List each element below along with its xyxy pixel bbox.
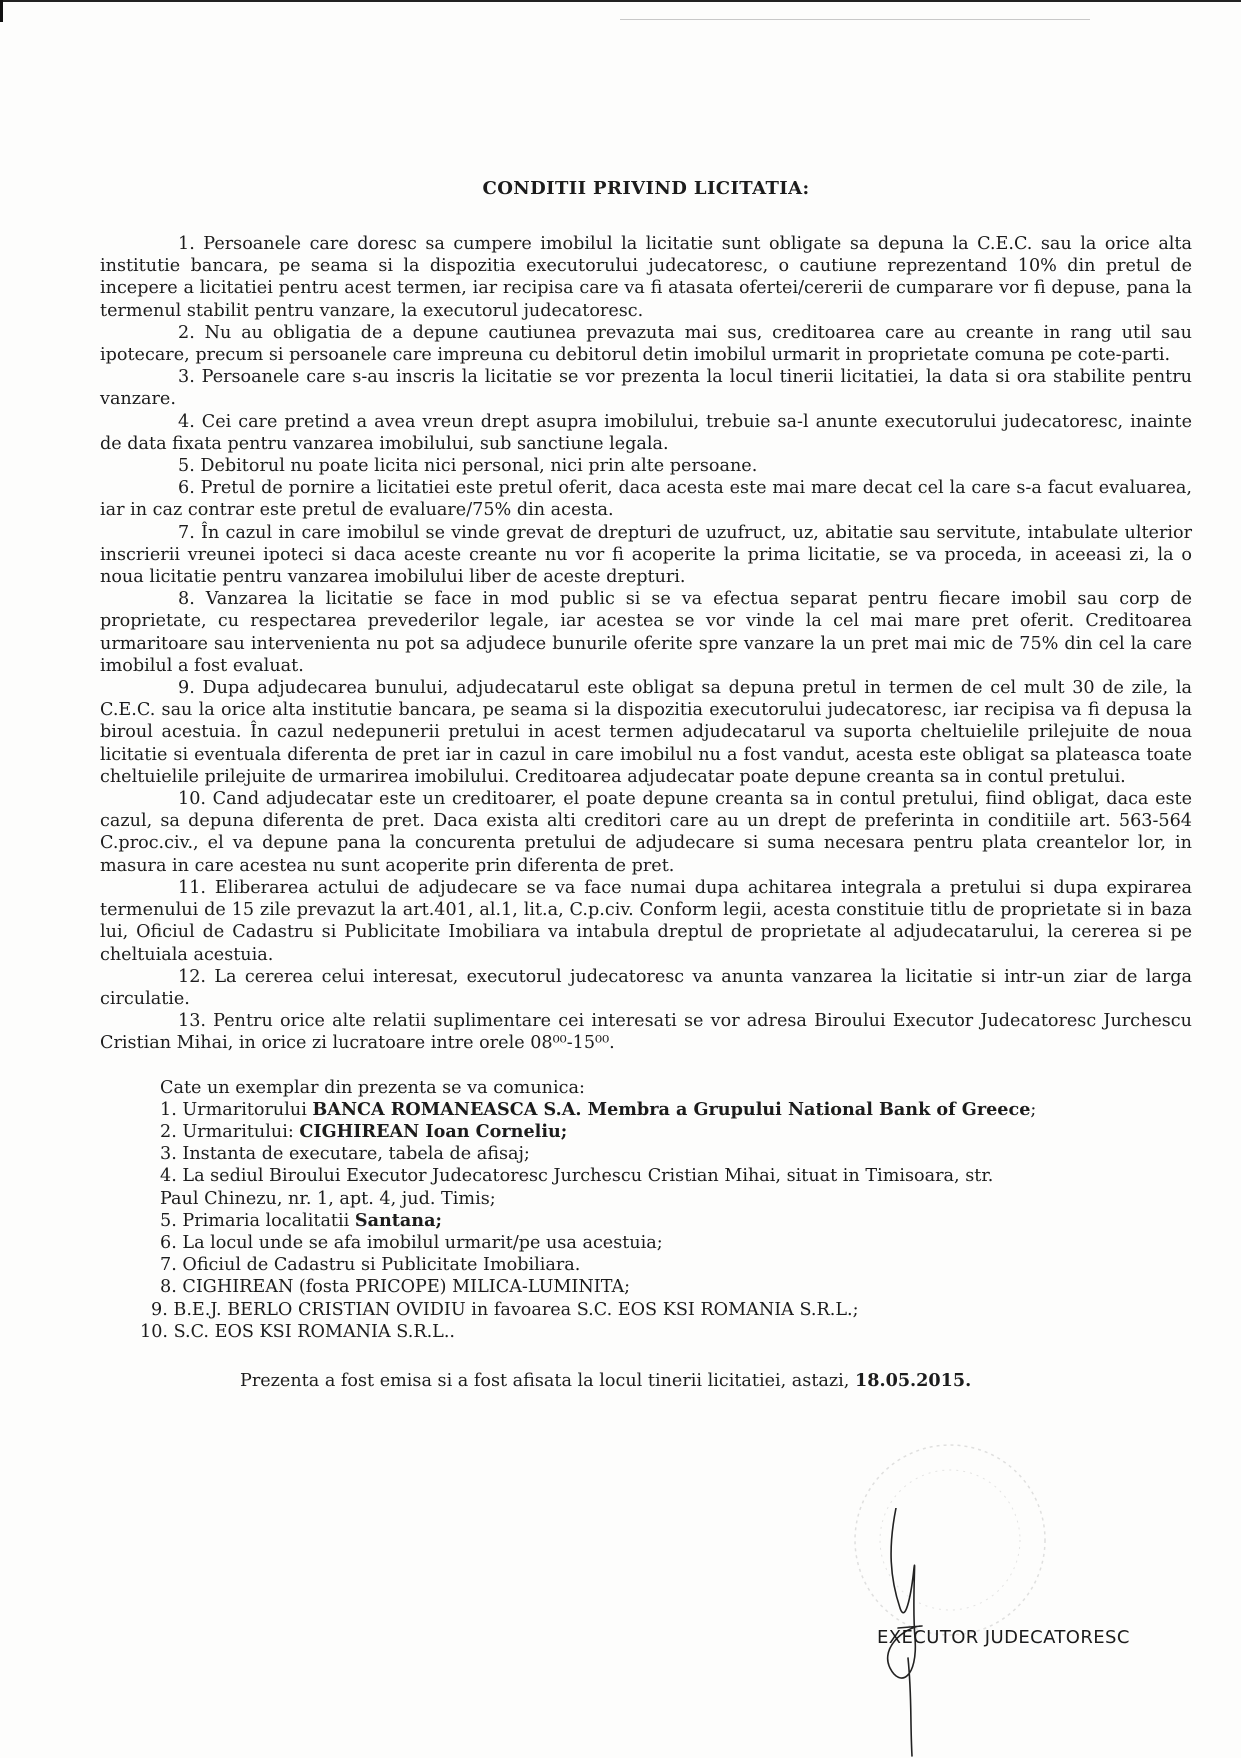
clause: 8. Vanzarea la licitatie se face in mod public si se va efectua separat pentru fiecare imobil sau corp de proprietate, cu respectarea prevederilor legale, iar acestea se vor vinde la cel mai mare pret oferit. Creditoarea urmaritoare sau intervenienta nu pot sa adjudece bunurile oferite spre vanzare la un pret mai mic de 75% din cel la care imobilul a fost evaluat. (100, 589, 1192, 676)
document-title: CONDITII PRIVIND LICITATIA: (482, 178, 810, 199)
recipients-list (140, 1098, 1192, 1343)
clause: 11. Eliberarea actului de adjudecare se va face numai dupa achitarea integrala a pretului si dupa expirarea termenului de 15 zile prevazut la art.401, al.1, lit.a, C.p.civ. Conform legii, acesta constituie titlu de proprietate si in baza lui, Oficiul de Cadastru si Publicitate Imobiliara va intabula dreptul de proprietate al adjudecatarului, la cererea si pe cheltuiala acestuia. (100, 877, 1192, 965)
list-item: 6. La locul unde se afa imobilul urmarit/pe usa acestuia; (160, 1232, 663, 1253)
list-item: 1. Urmaritorului BANCA ROMANEASCA S.A. Membra a Grupului National Bank of Greece; (160, 1098, 1037, 1120)
issue-date: 18.05.2015. (854, 1369, 972, 1391)
scan-line (620, 19, 1090, 20)
clause: 4. Cei care pretind a avea vreun drept asupra imobilului, trebuie sa-l anunte executorului judecatoresc, inainte de data fixata pentru vanzarea imobilului, sub sanctiune legala. (100, 411, 1192, 454)
clause: 6. Pretul de pornire a licitatiei este pretul oferit, daca acesta este mai mare decat cel la care s-a facut evaluarea, iar in caz contrar este pretul de evaluare/75% din acesta. (100, 478, 1192, 521)
list-item: 2. Urmaritului: CIGHIREAN Ioan Corneliu; (160, 1120, 568, 1142)
list-item: 10. S.C. EOS KSI ROMANIA S.R.L.. (140, 1321, 456, 1342)
list-item: 5. Primaria localitatii Santana; (160, 1209, 442, 1231)
clauses-list (100, 233, 1192, 1055)
list-item: 8. CIGHIREAN (fosta PRICOPE) MILICA-LUMINITA; (160, 1277, 631, 1298)
list-item: 7. Oficiul de Cadastru si Publicitate Imobiliara. (160, 1255, 581, 1276)
clause: 12. La cererea celui interesat, executorul judecatoresc va anunta vanzarea la licitatie si intr-un ziar de larga circulatie. (100, 966, 1192, 1009)
clause: 7. În cazul in care imobilul se vinde grevat de drepturi de uzufruct, uz, abitatie sau servitute, intabulate ulterior inscrierii vreunei ipoteci si daca aceste creante nu vor fi acoperite la prima licitatie, se va proceda, in aceeasi zi, la o noua licitatie pentru vanzarea imobilului liber de aceste drepturi. (100, 522, 1192, 588)
list-item: 9. B.E.J. BERLO CRISTIAN OVIDIU in favoarea S.C. EOS KSI ROMANIA S.R.L.; (151, 1299, 859, 1320)
list-item-continuation: Paul Chinezu, nr. 1, apt. 4, jud. Timis; (160, 1188, 496, 1209)
clause: 9. Dupa adjudecarea bunului, adjudecatarul este obligat sa depuna pretul in termen de cel mult 30 de zile, la C.E.C. sau la orice alta institutie bancara, pe seama si la dispozitia executorului judecatoresc, iar recipisa va fi depusa la biroul acestuia. În cazul nedepunerii pretului in acest termen adjudecatarul va suporta cheltuielile prilejuite de noua licitatie si eventuala diferenta de pret iar in cazul in care imobilul nu a fost vandut, acesta este obligat sa plateasca toate cheltuielile prilejuite de urmarirea imobilului. Creditoarea adjudecatar poate depune creanta sa in contul pretului. (100, 678, 1192, 787)
clause: 13. Pentru orice alte relatii suplimentare cei interesati se vor adresa Biroului Executor Judecatoresc Jurchescu Cristian Mihai, in orice zi lucratoare intre orele 08⁰⁰-15⁰⁰. (100, 1011, 1192, 1054)
scan-edge (0, 0, 1241, 2)
document-page (100, 178, 1192, 1410)
clause: 3. Persoanele care s-au inscris la licitatie se vor prezenta la locul tinerii licitatiei, la data si ora stabilite pentru vanzare. (100, 367, 1192, 410)
scan-mark (0, 0, 3, 22)
clause: 5. Debitorul nu poate licita nici personal, nici prin alte persoane. (178, 456, 758, 477)
executor-title: EXECUTOR JUDECATORESC (877, 1627, 1130, 1648)
recipients-section (100, 1077, 1192, 1343)
list-item: 4. La sediul Biroului Executor Judecatoresc Jurchescu Cristian Mihai, situat in Timisoara, str. (160, 1166, 994, 1187)
list-item: 3. Instanta de executare, tabela de afisaj; (160, 1144, 530, 1165)
closing-statement: Prezenta a fost emisa si a fost afisata la locul tinerii licitatiei, astazi, 18.05.2015. (240, 1369, 972, 1391)
clause: 2. Nu au obligatia de a depune cautiunea prevazuta mai sus, creditoarea care au creante in rang util sau ipotecare, precum si persoanele care impreuna cu debitorul detin imobilul urmarit in proprietate comuna pe cote-parti. (100, 322, 1192, 366)
recipients-intro: Cate un exemplar din prezenta se va comunica: (160, 1077, 585, 1098)
clause: 10. Cand adjudecatar este un creditoarer, el poate depune creanta sa in contul pretului, fiind obligat, daca este cazul, sa depuna diferenta de pret. Daca exista alti creditori care au un drept de preferinta in conditiile art. 563-564 C.proc.civ., el va depune pana la concurenta pretului de adjudecare si suma necesara pentru plata creantelor lor, in masura in care acestea nu sunt acoperite prin diferenta de pret. (100, 789, 1192, 876)
clause: 1. Persoanele care doresc sa cumpere imobilul la licitatie sunt obligate sa depuna la C.E.C. sau la orice alta institutie bancara, pe seama si la dispozitia executorului judecatoresc, o cautiune reprezentand 10% din pretul de incepere a licitatiei pentru acest termen, iar recipisa care va fi atasata ofertei/cererii de cumparare vor fi depuse, pana la termenul stabilit pentru vanzare, la executorul judecatoresc. (100, 234, 1192, 321)
